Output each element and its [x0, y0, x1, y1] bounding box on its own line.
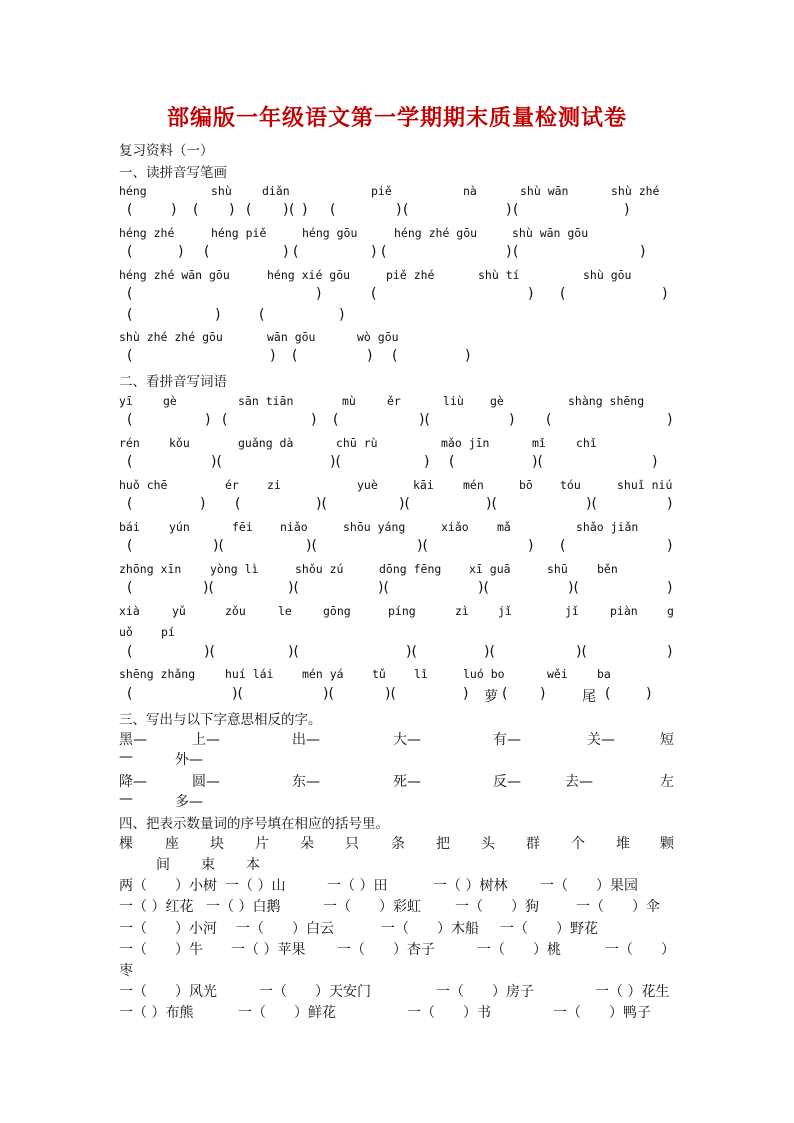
- measure-word: 头: [481, 836, 495, 852]
- answer-bracket[interactable]: (: [127, 244, 133, 260]
- antonym-item: 短: [660, 732, 674, 748]
- answer-bracket[interactable]: )(: [288, 644, 299, 660]
- answer-bracket[interactable]: (: [127, 202, 133, 218]
- fill-item[interactable]: 一（ ）鸭子: [553, 1005, 651, 1021]
- fill-item[interactable]: 一（ ）房子: [436, 984, 534, 1000]
- answer-bracket[interactable]: (: [560, 286, 566, 302]
- answer-bracket[interactable]: )(: [486, 496, 497, 512]
- antonym-item: 反—: [493, 774, 521, 790]
- answer-bracket[interactable]: (: [605, 686, 611, 702]
- pinyin: uǒ: [119, 625, 133, 639]
- answer-bracket[interactable]: (: [560, 538, 566, 554]
- pinyin: ér: [225, 478, 239, 492]
- page-title: 部编版一年级语文第一学期期末质量检测试卷: [166, 105, 627, 131]
- measure-word: 朵: [300, 836, 314, 852]
- pinyin: shǒu zú: [295, 562, 344, 576]
- pinyin: tǔ: [372, 667, 386, 681]
- answer-bracket[interactable]: ): [302, 202, 308, 218]
- answer-bracket[interactable]: (: [502, 686, 508, 702]
- pinyin: shù wān gōu: [512, 226, 589, 240]
- pinyin: huí lái: [225, 667, 274, 681]
- pinyin: mén: [463, 478, 484, 492]
- answer-bracket[interactable]: ): [667, 412, 673, 428]
- answer-bracket[interactable]: ): [283, 202, 289, 218]
- answer-bracket[interactable]: (: [293, 244, 299, 260]
- answer-bracket[interactable]: )(: [385, 686, 396, 702]
- answer-bracket[interactable]: )(: [316, 496, 327, 512]
- answer-bracket[interactable]: )(: [532, 454, 543, 470]
- answer-bracket[interactable]: )(: [478, 580, 489, 596]
- answer-bracket[interactable]: (: [449, 454, 455, 470]
- fill-item[interactable]: 一（ ）白鹅: [206, 899, 281, 915]
- answer-bracket[interactable]: ): [528, 538, 534, 554]
- answer-bracket[interactable]: ): [316, 286, 322, 302]
- pinyin: mǎo jīn: [441, 436, 490, 450]
- pinyin: héng piě: [211, 226, 267, 240]
- answer-bracket[interactable]: (: [127, 496, 133, 512]
- answer-bracket[interactable]: ): [367, 348, 373, 364]
- pinyin: zhōng xīn: [119, 562, 182, 576]
- pinyin: bái: [119, 520, 140, 534]
- antonym-item: 去—: [565, 774, 593, 790]
- fill-item[interactable]: 一（ ）花生: [595, 984, 670, 1000]
- answer-bracket[interactable]: (: [513, 202, 519, 218]
- pinyin: xiǎo: [441, 520, 469, 534]
- answer-bracket[interactable]: )(: [568, 580, 579, 596]
- fill-item[interactable]: 一（ ）牛: [119, 942, 203, 958]
- fill-item[interactable]: 一（ ）杏子: [337, 942, 435, 958]
- antonym-item: 大—: [393, 732, 421, 748]
- answer-bracket[interactable]: (: [513, 244, 519, 260]
- pinyin: lǐ: [414, 667, 428, 681]
- answer-bracket[interactable]: ): [171, 202, 177, 218]
- fill-item[interactable]: 一（ ）书: [407, 1005, 491, 1021]
- pinyin: shù gōu: [583, 268, 632, 282]
- measure-word: 片: [255, 836, 269, 852]
- answer-bracket[interactable]: ): [528, 286, 534, 302]
- pinyin: yǔ: [172, 604, 186, 618]
- pinyin: zì: [455, 604, 469, 618]
- answer-bracket[interactable]: ): [311, 412, 317, 428]
- fill-item[interactable]: 一（ ）红花: [119, 899, 194, 915]
- antonym-item: 东—: [292, 774, 320, 790]
- pinyin: xià: [119, 604, 140, 618]
- section-1-heading: 一、读拼音写笔画: [119, 165, 227, 181]
- antonym-item: 左: [660, 774, 674, 790]
- answer-bracket[interactable]: (: [392, 348, 398, 364]
- answer-bracket[interactable]: )(: [399, 496, 410, 512]
- pinyin: shù: [211, 184, 232, 198]
- pinyin: jǐ: [565, 604, 579, 618]
- pinyin: diǎn: [262, 184, 290, 198]
- fill-item[interactable]: 一（ ）小河: [119, 921, 217, 937]
- fill-item[interactable]: 一（ ）彩虹: [323, 899, 421, 915]
- pinyin: piě zhé: [386, 268, 435, 282]
- pinyin: héng zhé wān gōu: [119, 268, 230, 282]
- answer-bracket[interactable]: ): [465, 348, 471, 364]
- pinyin: piàn: [610, 604, 638, 618]
- antonym-item: 上—: [192, 732, 220, 748]
- luobo-char: 萝: [484, 689, 498, 705]
- measure-word: 堆: [616, 836, 630, 852]
- pinyin: ěr: [387, 394, 401, 408]
- pinyin: shù zhé: [611, 184, 660, 198]
- answer-bracket[interactable]: ): [624, 202, 630, 218]
- fill-item[interactable]: 一（ ）风光: [119, 984, 217, 1000]
- pinyin: rén: [119, 436, 140, 450]
- measure-word: 只: [345, 836, 359, 852]
- pinyin: kǒu: [169, 436, 190, 450]
- answer-bracket[interactable]: (: [222, 412, 228, 428]
- fill-item[interactable]: 一（ ）布熊: [119, 1005, 194, 1021]
- pinyin: wò gōu: [357, 330, 399, 344]
- antonym-item: 外—: [175, 752, 203, 768]
- pinyin: nà: [463, 184, 477, 198]
- pinyin: zǒu: [225, 604, 246, 618]
- antonym-item: 死—: [393, 774, 421, 790]
- answer-bracket[interactable]: ): [506, 244, 512, 260]
- answer-bracket[interactable]: (: [127, 686, 133, 702]
- pinyin: gè: [163, 394, 177, 408]
- answer-bracket[interactable]: ): [178, 244, 184, 260]
- answer-bracket[interactable]: )(: [232, 686, 243, 702]
- answer-bracket[interactable]: (: [127, 348, 133, 364]
- answer-bracket[interactable]: ): [371, 244, 377, 260]
- pinyin: héng gōu: [302, 226, 358, 240]
- pinyin: guǎng dà: [238, 436, 294, 450]
- answer-bracket[interactable]: ): [667, 580, 673, 596]
- pinyin: mén yá: [302, 667, 344, 681]
- pinyin: shōu yáng: [343, 520, 406, 534]
- answer-bracket[interactable]: )(: [484, 644, 495, 660]
- answer-bracket[interactable]: )(: [576, 644, 587, 660]
- pinyin: luó bo: [463, 667, 505, 681]
- answer-bracket[interactable]: ): [283, 244, 289, 260]
- answer-bracket[interactable]: ): [215, 307, 221, 323]
- answer-bracket[interactable]: (: [333, 412, 339, 428]
- answer-bracket[interactable]: (: [546, 412, 552, 428]
- pinyin: xī guā: [469, 562, 511, 576]
- measure-word: 颗: [660, 836, 674, 852]
- answer-bracket[interactable]: (: [381, 244, 387, 260]
- answer-bracket[interactable]: )(: [288, 580, 299, 596]
- section-4-heading: 四、把表示数量词的序号填在相应的括号里。: [119, 816, 389, 832]
- pinyin: shù wān: [520, 184, 569, 198]
- fill-item[interactable]: 一（ ）田: [327, 878, 388, 894]
- measure-word: 座: [165, 836, 179, 852]
- pinyin: huǒ chē: [119, 478, 168, 492]
- pinyin: liù: [443, 394, 464, 408]
- answer-bracket[interactable]: )(: [406, 644, 417, 660]
- pinyin: dōng fēng: [379, 562, 442, 576]
- answer-bracket[interactable]: ): [270, 348, 276, 364]
- answer-bracket[interactable]: ): [339, 307, 345, 323]
- fill-item[interactable]: 两（ ）小树: [119, 878, 217, 894]
- fill-item[interactable]: 一（ ）鲜花: [238, 1005, 336, 1021]
- antonym-item: 多—: [175, 794, 203, 810]
- answer-bracket[interactable]: ): [509, 412, 515, 428]
- answer-bracket[interactable]: (: [259, 307, 265, 323]
- pinyin: shuǐ niú: [617, 478, 673, 492]
- pinyin: yī: [119, 394, 133, 408]
- pinyin: yuè: [357, 478, 378, 492]
- pinyin: chū rù: [336, 436, 378, 450]
- answer-bracket[interactable]: ): [667, 496, 673, 512]
- answer-bracket[interactable]: )(: [419, 412, 430, 428]
- pinyin: piě: [371, 184, 392, 198]
- antonym-item: 出—: [292, 732, 320, 748]
- pinyin: shàng shēng: [568, 394, 645, 408]
- pinyin: chǐ: [576, 436, 597, 450]
- pinyin: mù: [342, 394, 356, 408]
- answer-bracket[interactable]: ): [506, 202, 512, 218]
- answer-bracket[interactable]: )(: [204, 644, 215, 660]
- fill-item[interactable]: 一（ ）天安门: [259, 984, 371, 1000]
- fill-item[interactable]: 一（ ）苹果: [231, 942, 306, 958]
- pinyin: gè: [490, 394, 504, 408]
- pinyin: tóu: [560, 478, 581, 492]
- subtitle: 复习资料（一）: [119, 143, 214, 159]
- answer-bracket[interactable]: (: [127, 412, 133, 428]
- answer-bracket[interactable]: ): [652, 454, 658, 470]
- antonym-item: —: [119, 749, 133, 765]
- weiba-char: 尾: [582, 689, 596, 705]
- answer-bracket[interactable]: (: [235, 496, 241, 512]
- pinyin: yòng lì: [210, 562, 259, 576]
- answer-bracket[interactable]: (: [127, 538, 133, 554]
- fill-item[interactable]: 一（ ）山: [225, 878, 286, 894]
- pinyin: píng: [388, 604, 416, 618]
- measure-word: 棵: [119, 836, 133, 852]
- pinyin: shēng zhǎng: [119, 667, 196, 681]
- answer-bracket[interactable]: ): [662, 286, 668, 302]
- answer-bracket[interactable]: )(: [323, 686, 334, 702]
- pinyin: le: [278, 604, 292, 618]
- fill-item[interactable]: 一（ ）果园: [540, 878, 638, 894]
- answer-bracket[interactable]: )(: [211, 454, 222, 470]
- answer-bracket[interactable]: ): [205, 412, 211, 428]
- antonym-item: 有—: [493, 732, 521, 748]
- pinyin: niǎo: [280, 520, 308, 534]
- pinyin: héng: [119, 184, 147, 198]
- measure-word: 条: [391, 836, 405, 852]
- pinyin: héng zhé: [119, 226, 175, 240]
- fill-item[interactable]: 一（ ）伞: [576, 899, 660, 915]
- answer-bracket[interactable]: )(: [203, 580, 214, 596]
- pinyin: pí: [161, 625, 175, 639]
- pinyin: bō: [519, 478, 533, 492]
- pinyin: shù zhé zhé gōu: [119, 330, 223, 344]
- answer-bracket[interactable]: ): [646, 686, 652, 702]
- answer-bracket[interactable]: (: [292, 348, 298, 364]
- fill-item[interactable]: 一（ ）木船: [381, 921, 479, 937]
- pinyin: wěi: [547, 667, 568, 681]
- pinyin: fēi: [232, 520, 253, 534]
- antonym-item: 关—: [587, 732, 615, 748]
- measure-word: 群: [526, 836, 540, 852]
- fill-item: 枣: [119, 963, 133, 979]
- answer-bracket[interactable]: ): [463, 686, 469, 702]
- answer-bracket[interactable]: (: [127, 286, 133, 302]
- antonym-item: —: [119, 791, 133, 807]
- answer-bracket[interactable]: )(: [330, 454, 341, 470]
- pinyin: ba: [597, 667, 611, 681]
- pinyin: héng zhé gōu: [394, 226, 478, 240]
- pinyin: mǐ: [532, 436, 546, 450]
- answer-bracket[interactable]: (: [246, 202, 252, 218]
- fill-item[interactable]: 一（ ）树林: [433, 878, 508, 894]
- answer-bracket[interactable]: )(: [213, 538, 224, 554]
- answer-bracket[interactable]: )(: [417, 538, 428, 554]
- pinyin: g: [667, 604, 674, 618]
- pinyin: běn: [597, 562, 618, 576]
- pinyin: kāi: [413, 478, 434, 492]
- answer-bracket[interactable]: ): [540, 686, 546, 702]
- answer-bracket[interactable]: ): [200, 496, 206, 512]
- fill-item[interactable]: 一（ ）野花: [500, 921, 598, 937]
- fill-item[interactable]: 一（ ）桃: [477, 942, 561, 958]
- pinyin: zi: [267, 478, 281, 492]
- answer-bracket[interactable]: (: [127, 454, 133, 470]
- answer-bracket[interactable]: (: [289, 202, 295, 218]
- answer-bracket[interactable]: ): [424, 454, 430, 470]
- pinyin: shū: [547, 562, 568, 576]
- pinyin: mǎ: [497, 520, 511, 534]
- answer-bracket[interactable]: ): [229, 202, 235, 218]
- measure-word: 束: [201, 857, 215, 873]
- fill-item[interactable]: 一（ ）狗: [455, 899, 539, 915]
- answer-bracket[interactable]: (: [127, 644, 133, 660]
- answer-bracket[interactable]: )(: [378, 580, 389, 596]
- section-3-heading: 三、写出与以下字意思相反的字。: [119, 712, 322, 728]
- fill-item[interactable]: 一（ ）白云: [236, 921, 334, 937]
- answer-bracket[interactable]: (: [204, 244, 210, 260]
- antonym-item: 圆—: [192, 774, 220, 790]
- fill-item[interactable]: 一（ ）: [605, 942, 675, 958]
- answer-bracket[interactable]: (: [127, 307, 133, 323]
- answer-bracket[interactable]: ): [667, 538, 673, 554]
- section-2-heading: 二、看拼音写词语: [119, 374, 227, 390]
- pinyin: shù tí: [478, 268, 520, 282]
- answer-bracket[interactable]: (: [330, 202, 336, 218]
- pinyin: sān tiān: [238, 394, 294, 408]
- measure-word: 间: [156, 857, 170, 873]
- measure-word: 本: [246, 857, 260, 873]
- antonym-item: 黑—: [119, 732, 147, 748]
- measure-word: 个: [571, 836, 585, 852]
- answer-bracket[interactable]: (: [127, 580, 133, 596]
- answer-bracket[interactable]: (: [193, 202, 199, 218]
- answer-bracket[interactable]: )(: [306, 538, 317, 554]
- measure-word: 块: [210, 836, 224, 852]
- pinyin: shǎo jiǎn: [576, 520, 639, 534]
- answer-bracket[interactable]: (: [371, 286, 377, 302]
- measure-word: 把: [436, 836, 450, 852]
- pinyin: héng xié gōu: [267, 268, 351, 282]
- answer-bracket[interactable]: )(: [586, 496, 597, 512]
- pinyin: gōng: [323, 604, 351, 618]
- answer-bracket[interactable]: ): [667, 644, 673, 660]
- pinyin: yún: [169, 520, 190, 534]
- answer-bracket[interactable]: ): [396, 202, 402, 218]
- answer-bracket[interactable]: ): [640, 244, 646, 260]
- pinyin: jǐ: [498, 604, 512, 618]
- pinyin: wān gōu: [267, 330, 316, 344]
- antonym-item: 降—: [119, 774, 147, 790]
- answer-bracket[interactable]: (: [403, 202, 409, 218]
